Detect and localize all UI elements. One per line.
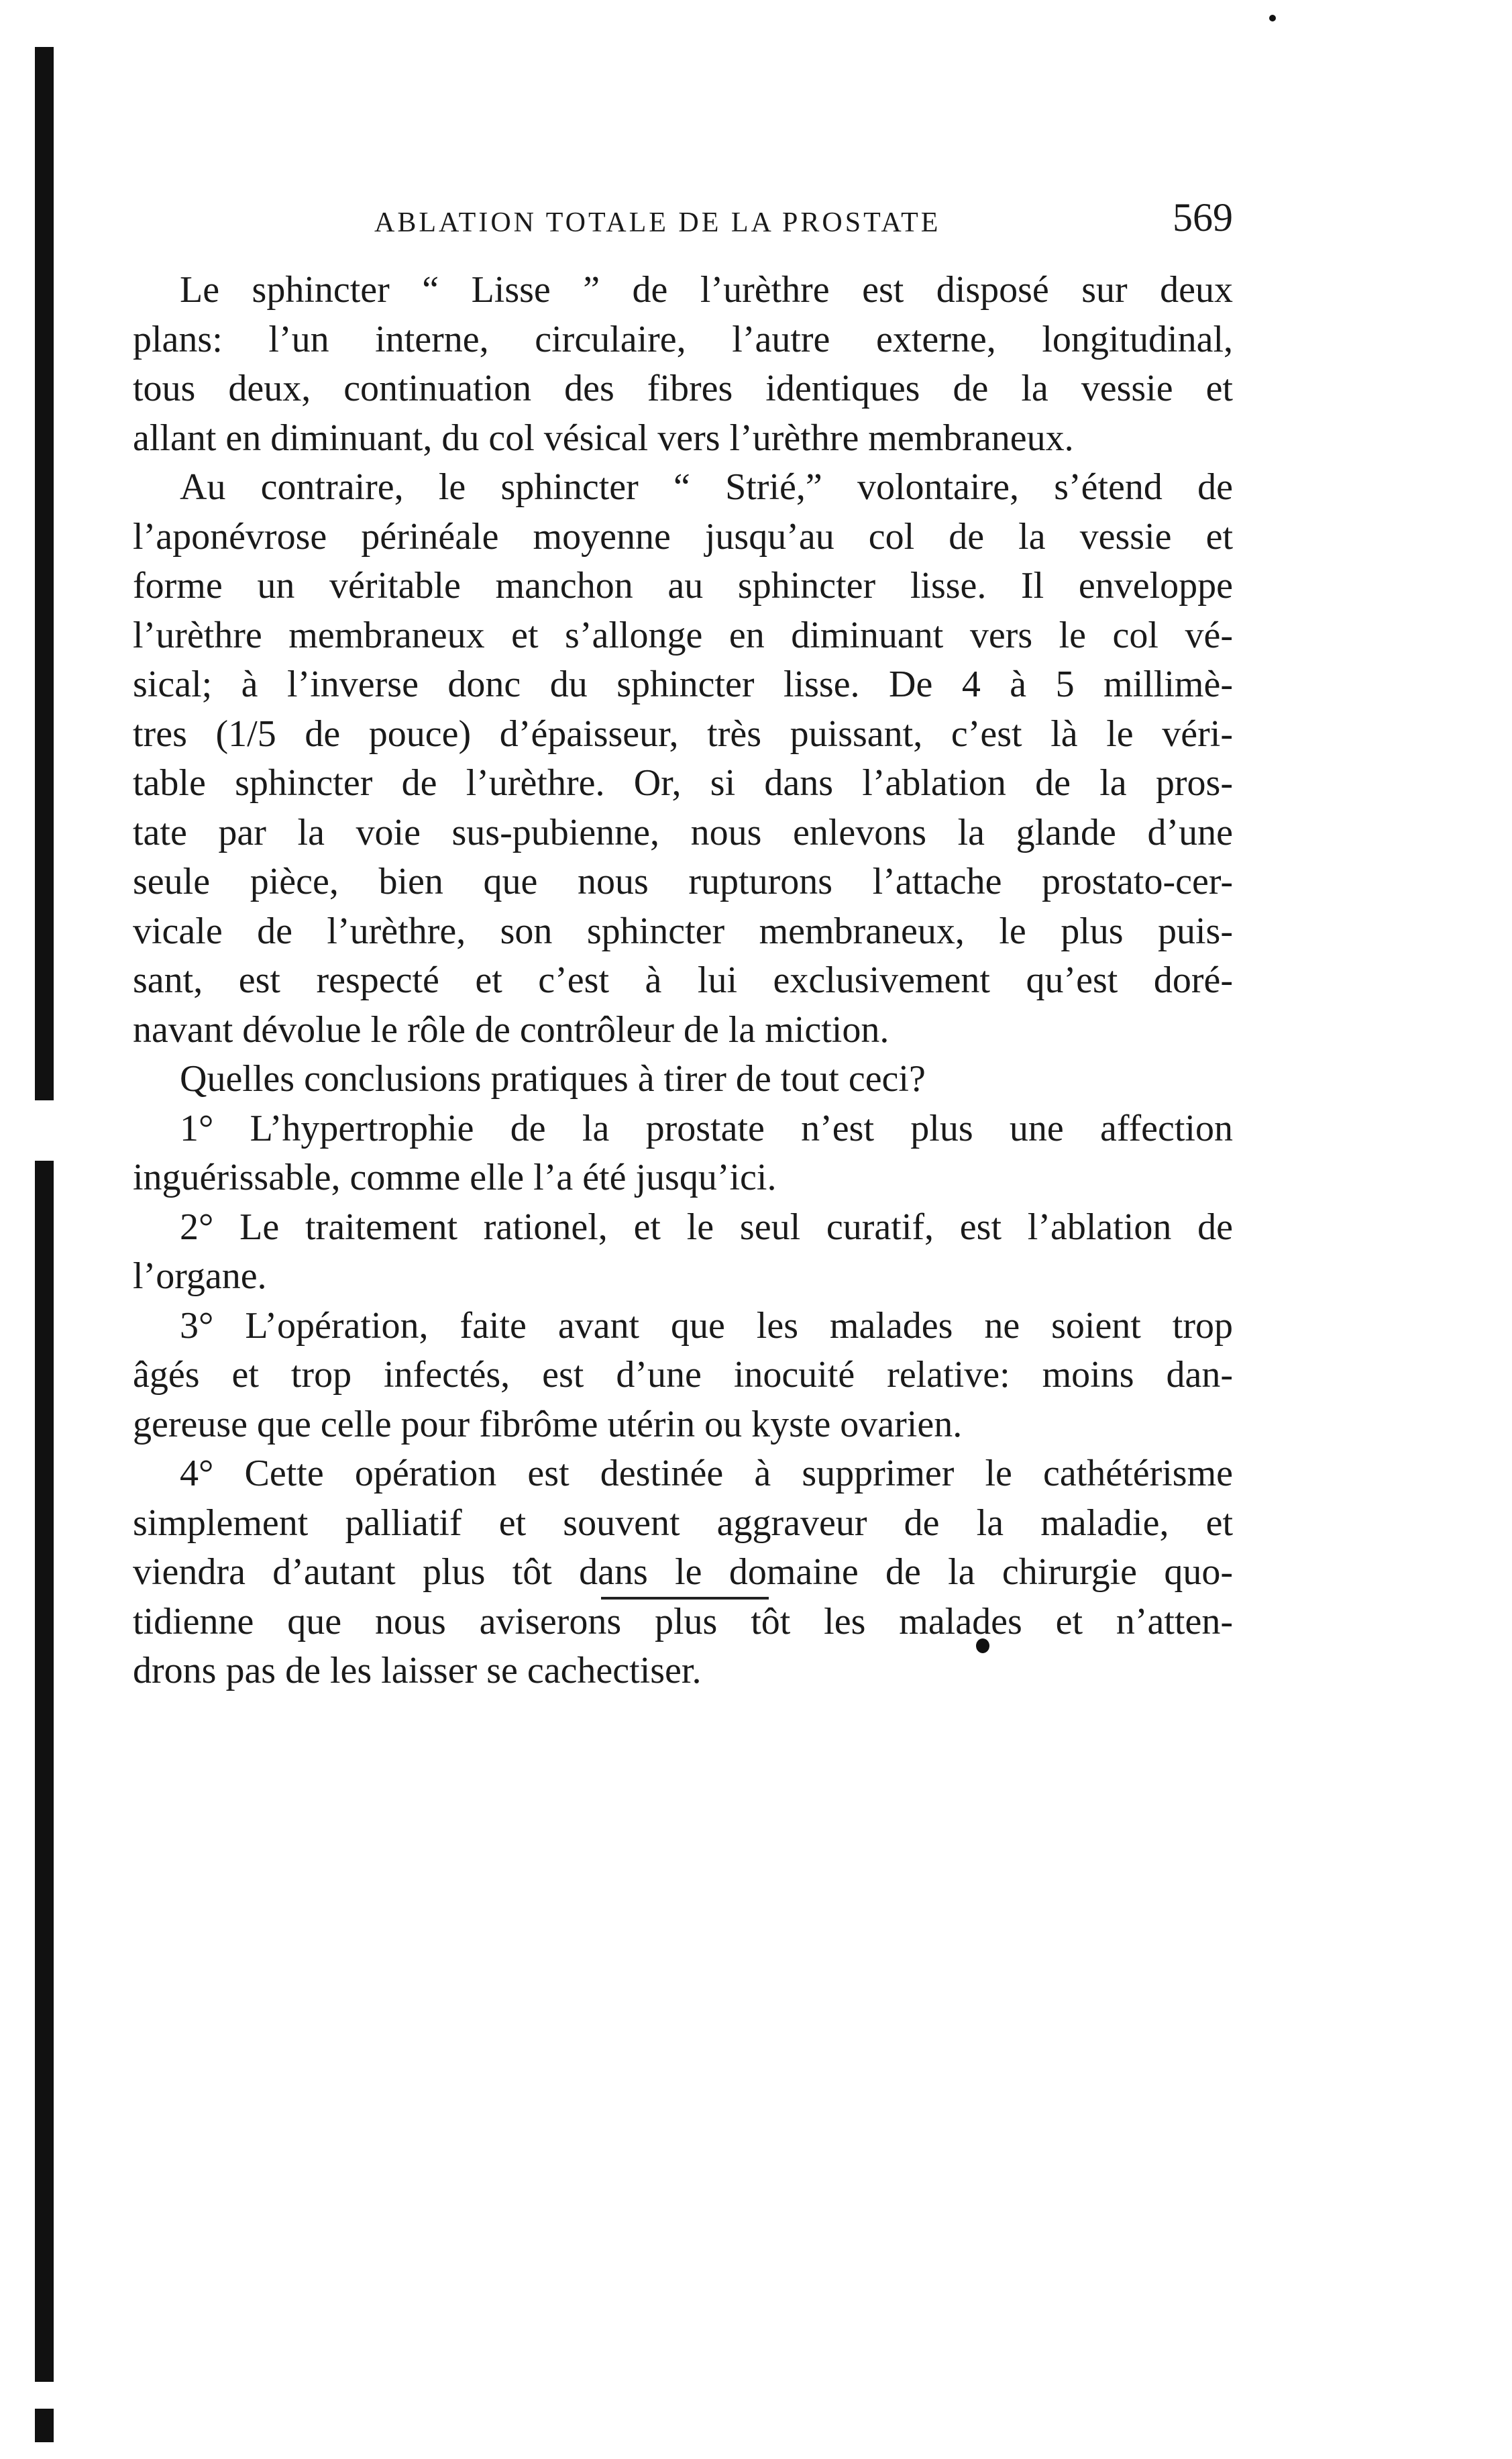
scan-speck xyxy=(1269,15,1276,21)
scan-edge-gap xyxy=(35,2382,54,2409)
text-line: seule pièce, bien que nous rupturons l’attache prostato-cer- xyxy=(133,861,1233,902)
text-line: forme un véritable manchon au sphincter lisse. Il enveloppe xyxy=(133,565,1233,607)
text-line: allant en diminuant, du col vésical vers l’urèthre membraneux. xyxy=(133,417,1074,459)
text-line: viendra d’autant plus tôt dans le domaine de la chirurgie quo- xyxy=(133,1551,1233,1593)
text-line: l’aponévrose périnéale moyenne jusqu’au col de la vessie et xyxy=(133,515,1233,558)
text-line: navant dévolue le rôle de contrôleur de la miction. xyxy=(133,1008,889,1051)
page-number: 569 xyxy=(1173,195,1233,240)
text-line: tate par la voie sus-pubienne, nous enlevons la glande d’une xyxy=(133,811,1233,853)
text-line: 2° Le traitement rationel, et le seul curatif, est l’ablation de xyxy=(180,1206,1233,1248)
text-line: inguérissable, comme elle l’a été jusqu’ici. xyxy=(133,1157,777,1198)
book-page xyxy=(133,195,1233,1691)
text-line: vicale de l’urèthre, son sphincter membraneux, le plus puis- xyxy=(133,910,1233,952)
text-line: l’organe. xyxy=(133,1255,267,1297)
text-line: simplement palliatif et souvent aggraveur de la maladie, et xyxy=(133,1502,1233,1544)
text-line: Le sphincter “ Lisse ” de l’urèthre est disposé sur deux xyxy=(180,269,1233,311)
running-title: ABLATION TOTALE DE LA PROSTATE xyxy=(374,207,941,238)
text-line: tres (1/5 de pouce) d’épaisseur, très puissant, c’est là le véri- xyxy=(133,713,1233,755)
text-line: Au contraire, le sphincter “ Strié,” volontaire, s’étend de xyxy=(180,466,1233,508)
body-text xyxy=(133,266,1233,1696)
text-line: Quelles conclusions pratiques à tirer de tout ceci? xyxy=(180,1058,926,1100)
text-line: âgés et trop infectés, est d’une inocuité relative: moins dan- xyxy=(133,1354,1233,1396)
text-line: 4° Cette opération est destinée à supprimer le cathétérisme xyxy=(180,1453,1233,1494)
text-line: gereuse que celle pour fibrôme utérin ou kyste ovarien. xyxy=(133,1403,963,1445)
text-line: 3° L’opération, faite avant que les malades ne soient trop xyxy=(180,1304,1233,1347)
text-line: 1° L’hypertrophie de la prostate n’est plus une affection xyxy=(180,1107,1233,1149)
text-line: plans: l’un interne, circulaire, l’autre externe, longitudinal, xyxy=(133,318,1233,360)
text-line: table sphincter de l’urèthre. Or, si dans l’ablation de la pros- xyxy=(133,762,1233,804)
text-line: drons pas de les laisser se cachectiser. xyxy=(133,1650,702,1691)
text-line: sant, est respecté et c’est à lui exclusivement qu’est doré- xyxy=(133,959,1233,1001)
end-rule xyxy=(601,1597,769,1600)
text-line: l’urèthre membraneux et s’allonge en diminuant vers le col vé- xyxy=(133,614,1233,656)
scan-edge-gap xyxy=(35,1100,54,1161)
text-line: sical; à l’inverse donc du sphincter lisse. De 4 à 5 millimè- xyxy=(133,664,1233,705)
page-header xyxy=(133,195,1233,255)
text-line: tidienne que nous aviserons plus tôt les malades et n’atten- xyxy=(133,1600,1233,1642)
text-line: tous deux, continuation des fibres identiques de la vessie et xyxy=(133,368,1233,409)
scan-edge-bar xyxy=(35,47,54,2442)
